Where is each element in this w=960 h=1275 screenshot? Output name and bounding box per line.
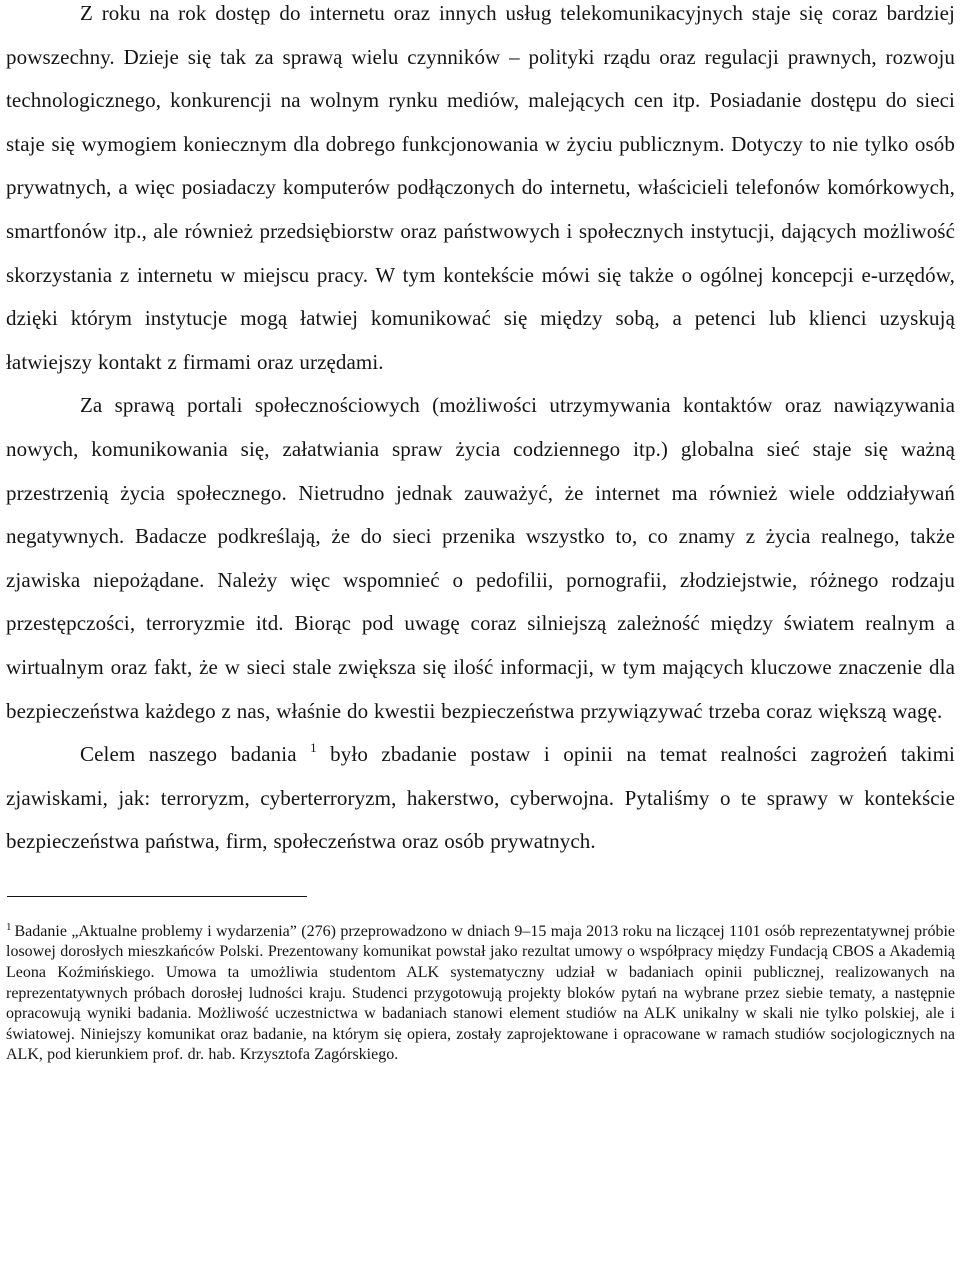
footnote-number: 1 — [6, 920, 12, 933]
paragraph-intro: Z roku na rok dostęp do internetu oraz innych usług telekomunikacyjnych staje się coraz bardziej powszechny. Dzieje się tak za sprawą wielu czynników – polityki rządu oraz regulacji prawnych, rozwoju technologicznego, konkurencji na wolnym rynku mediów, malejących cen itp. Posiadanie dostępu do sieci staje się wymogiem koniecznym dla dobrego funkcjonowania w życiu publicznym. Dotyczy to nie tylko osób prywatnych, a więc posiadaczy komputerów podłączonych do internetu, właścicieli telefonów komórkowych, smartfonów itp., ale również przedsiębiorstw oraz państwowych i społecznych instytucji, dających możliwość skorzystania z internetu w miejscu pracy. W tym kontekście mówi się także o ogólnej koncepcji e-urzędów, dzięki którym instytucje mogą łatwiej komunikować się między sobą, a petenci lub klienci uzyskują łatwiejszy kontakt z firmami oraz urzędami. — [6, 1, 955, 374]
footnote-divider — [7, 896, 307, 897]
footnote — [6, 922, 955, 1066]
main-text — [6, 0, 955, 864]
paragraph-social-networks: Za sprawą portali społecznościowych (możliwości utrzymywania kontaktów oraz nawiązywania nowych, komunikowania się, załatwiania spraw życia codziennego itp.) globalna sieć staje się ważną przestrzenią życia społecznego. Nietrudno jednak zauważyć, że internet ma również wiele oddziaływań negatywnych. Badacze podkreślają, że do sieci przenika wszystko to, co znamy z życia realnego, także zjawiska niepożądane. Należy więc wspomnieć o pedofilii, pornografii, złodziejstwie, różnego rodzaju przestępczości, terroryzmie itd. Biorąc pod uwagę coraz silniejszą zależność między światem realnym a wirtualnym oraz fakt, że w sieci stale zwiększa się ilość informacji, w tym mających kluczowe znaczenie dla bezpieczeństwa każdego z nas, właśnie do kwestii bezpieczeństwa przywiązywać trzeba coraz większą wagę. — [6, 393, 955, 723]
study-goal-rest-text: było zbadanie postaw i opinii na temat realności zagrożeń takimi zjawiskami, jak: terroryzm, cyberterroryzm, hakerstwo, cyberwojna. Pytaliśmy o te sprawy w kontekście bezpieczeństwa państwa, firm, społeczeństwa oraz osób prywatnych. — [6, 742, 955, 854]
study-goal-lead-text: Celem naszego badania — [80, 742, 297, 767]
footnote-reference[interactable]: 1 — [310, 740, 317, 756]
footnote-text: Badanie „Aktualne problemy i wydarzenia” (276) przeprowadzono w dniach 9–15 maja 2013 roku na liczącej 1101 osób reprezentatywnej próbie losowej dorosłych mieszkańców Polski. Prezentowany komunikat powstał jako rezultat umowy o współpracy między Fundacją CBOS a Akademią Leona Koźmińskiego. Umowa ta umożliwia studentom ALK systematyczny udział w badaniach opinii publicznej, realizowanych na reprezentatywnych próbach dorosłej ludności kraju. Studenci przygotowują projekty bloków pytań na wybrane przez siebie tematy, a następnie opracowują wyniki badania. Możliwość uczestnictwa w badaniach stanowi element studiów na ALK unikalny w skali nie tylko polskiej, ale i światowej. Niniejszy komunikat oraz badanie, na którym się opiera, zostały zaprojektowane i opracowane w ramach studiów socjologicznych na ALK, pod kierunkiem prof. dr. hab. Krzysztofa Zagórskiego. — [6, 922, 955, 1064]
paragraph-study-goal — [6, 733, 955, 864]
